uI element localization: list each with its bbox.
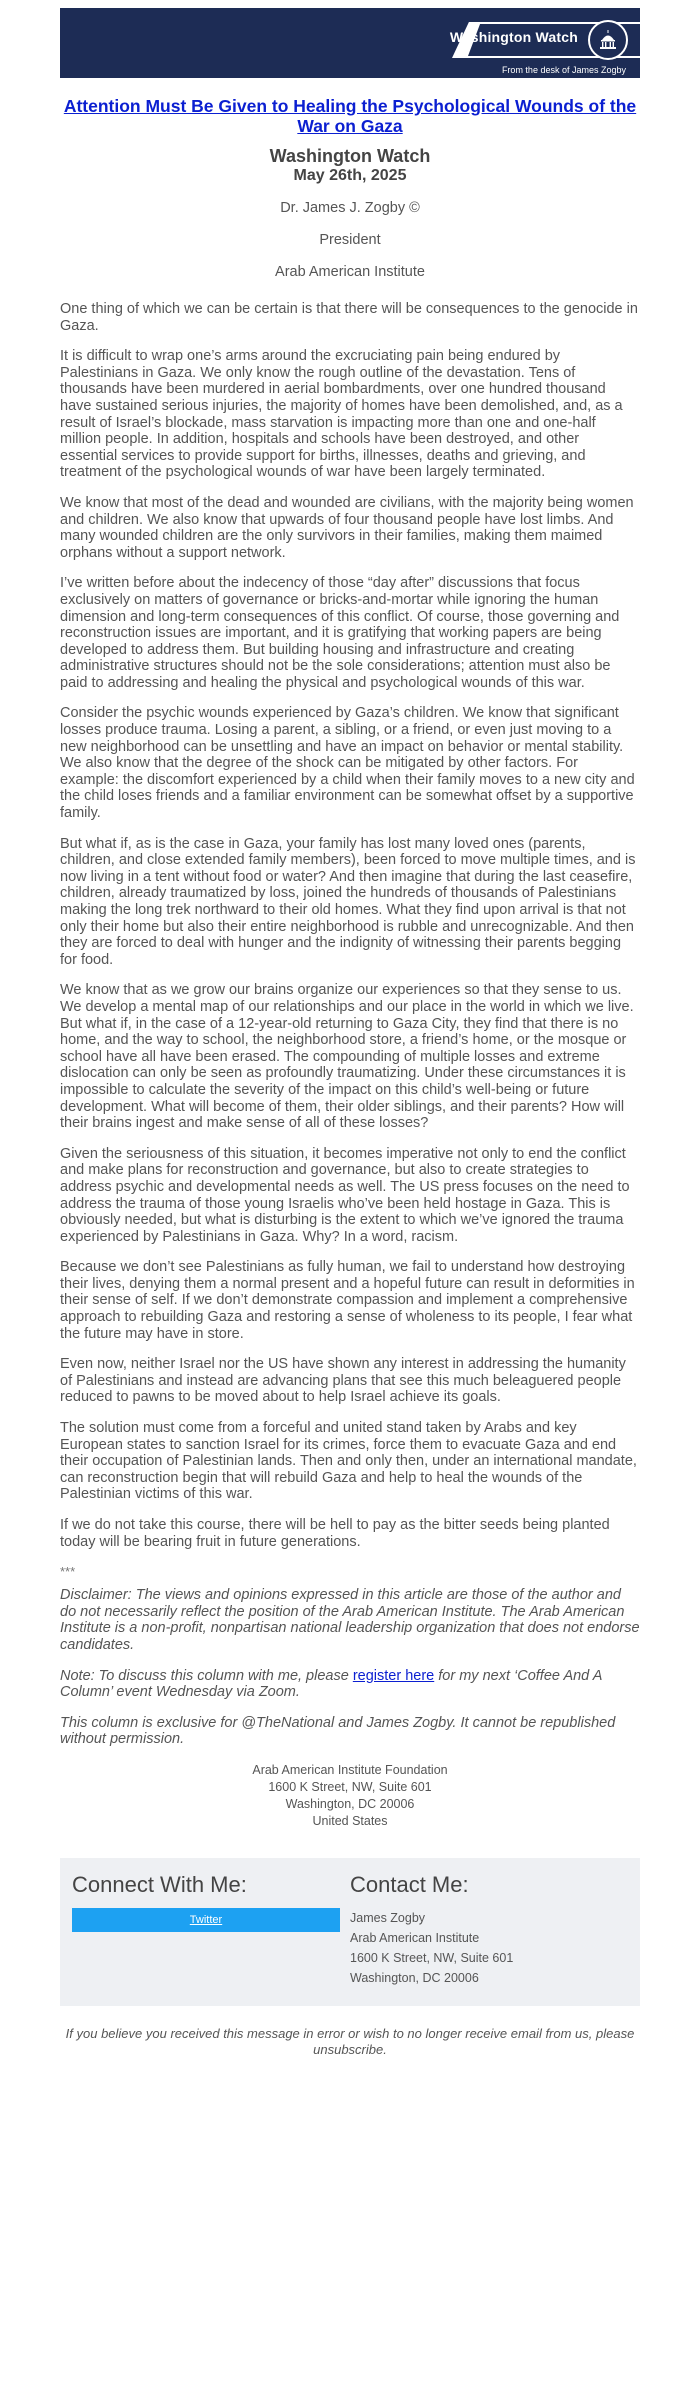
article-body <box>60 301 640 1550</box>
footer-panel <box>60 1858 640 2006</box>
contact-org: Arab American Institute <box>350 1930 480 1945</box>
header-banner <box>60 8 640 78</box>
unsubscribe-notice[interactable]: If you believe you received this message in error or wish to no longer receive email from us, please unsubscribe. <box>65 2025 635 2057</box>
contact-column <box>350 1872 628 1988</box>
article-paragraph: Consider the psychic wounds experienced by Gaza’s children. We know that significant losses produce trauma. Losing a parent, a sibling, or a friend, or even just moving to a new neighborhood can be unsettling and have an impact on behavior or mental stability. We also know that the degree of the shock can be mitigated by other factors. For example: the discomfort experienced by a child when their family moves to a new city and the child loses friends and a familiar environment can be somewhat offset by a supportive family. <box>60 705 635 822</box>
note-suffix: for my next ‘Coffee And A Column’ event Wednesday via Zoom. <box>60 1667 602 1701</box>
contact-name: James Zogby <box>350 1910 426 1925</box>
connect-title: Connect With Me: <box>72 1871 247 1897</box>
address-line: 1600 K Street, NW, Suite 601 <box>268 1779 432 1794</box>
article-paragraph: We know that as we grow our brains organize our experiences so that they sense to us. We develop a mental map of our relationships and our place in the world in which we live. But what if, in the case of a 12-year-old returning to Gaza City, they find that there is no home, and the way to school, the neighborhood store, a friend’s home, or the mosque or school have all have been erased. The compounding of multiple losses and extreme dislocation can only be seen as profoundly traumatizing. Under these circumstances it is impossible to calculate the severity of the impact on this child’s well-being or future development. What will become of them, their older siblings, and their parents? How will their brains ingest and make sense of all of these losses? <box>60 982 634 1132</box>
article-paragraph: Even now, neither Israel nor the US have shown any interest in addressing the humanity of Palestinians and instead are advancing plans that see this much beleaguered people reduced to pawns to be moved about to help Israel achieve its goals. <box>60 1356 626 1406</box>
address-line: Arab American Institute Foundation <box>252 1762 448 1777</box>
contact-city: Washington, DC 20006 <box>350 1970 479 1985</box>
article-paragraph: If we do not take this course, there will be hell to pay as the bitter seeds being planted today will be bearing fruit in future generations. <box>60 1517 610 1550</box>
section-separator: *** <box>60 1564 76 1580</box>
exclusive-notice: This column is exclusive for @TheNational and James Zogby. It cannot be republished without permission. <box>60 1714 616 1748</box>
contact-street: 1600 K Street, NW, Suite 601 <box>350 1950 514 1965</box>
article-paragraph: We know that most of the dead and wounded are civilians, with the majority being women and children. We also know that upwards of four thousand people have lost limbs. And many wounded children are the only survivors in their families, making them maimed orphans without a support network. <box>60 494 634 561</box>
article-title <box>60 96 640 136</box>
contact-title: Contact Me: <box>350 1871 469 1897</box>
connect-column <box>72 1872 350 1988</box>
article-paragraph: Given the seriousness of this situation, it becomes imperative not only to end the conflict and make plans for reconstruction and governance, but also to create strategies to address psychic and developmental needs as well. The US press focuses on the need to address the trauma of those young Israelis who’ve been held hostage in Gaza. This is obviously needed, but what is disturbing is the extent to which we’ve ignored the trauma experienced by Palestinians in Gaza. Why? In a word, racism. <box>60 1145 630 1245</box>
disclaimer: Disclaimer: The views and opinions expressed in this article are those of the author and do not necessarily reflect the position of the Arab American Institute. The Arab American Institute is a non-profit, nonpartisan national leadership organization that does not endorse candidates. <box>60 1587 640 1653</box>
note-prefix: Note: To discuss this column with me, please <box>60 1667 353 1684</box>
address-line: United States <box>312 1813 388 1828</box>
mailing-address <box>60 1762 640 1830</box>
capitol-icon <box>588 20 628 60</box>
publication-name: Washington Watch <box>269 146 431 166</box>
coffee-note <box>60 1668 640 1701</box>
author-name: Dr. James J. Zogby © <box>280 200 420 216</box>
article-paragraph: It is difficult to wrap one’s arms around the excruciating pain being endured by Palestinians in Gaza. We only know the rough outline of the devastation. Tens of thousands have been murdered in aerial bombardments, over one hundred thousand have sustained serious injuries, the majority of homes have been demolished, and, as a result of Israel’s blockade, mass starvation is impacting more than one and one-half million people. In addition, hospitals and schools have been destroyed, and other essential services to provide support for births, illnesses, deaths and grieving, and treatment of the psychological wounds of war have been largely terminated. <box>60 348 623 481</box>
author-role: President <box>319 232 381 248</box>
twitter-button[interactable]: Twitter <box>72 1908 340 1932</box>
article-paragraph: I’ve written before about the indecency of those “day after” discussions that focus exclusively on matters of governance or bricks-and-mortar while ignoring the human dimension and long-term consequences of this conflict. Of course, those governing and reconstruction issues are important, and it is gratifying that working papers are being developed to address them. But building housing and infrastructure and creating administrative structures should not be the sole considerations; attention must also be paid to addressing and healing the physical and psychological wounds of this war. <box>60 575 620 691</box>
brand-name: Washington Watch <box>449 29 578 45</box>
article-notes <box>60 1587 640 1748</box>
register-link[interactable]: register here <box>352 1667 435 1684</box>
article-title-link[interactable]: Attention Must Be Given to Healing the Psychological Wounds of the War on Gaza <box>63 96 637 136</box>
author-org: Arab American Institute <box>275 264 425 280</box>
publication-date: May 26th, 2025 <box>293 167 407 184</box>
article-paragraph: The solution must come from a forceful and united stand taken by Arabs and key European states to sanction Israel for its crimes, force them to evacuate Gaza and end their occupation of Palestinian lands. Then and only then, under an international mandate, can reconstruction begin that will rebuild Gaza and help to heal the wounds of the Palestinian victims of this war. <box>60 1420 637 1503</box>
article-paragraph: Because we don’t see Palestinians as fully human, we fail to understand how destroying their lives, denying them a normal present and a hopeful future can result in deformities in their sense of self. If we don’t demonstrate compassion and implement a comprehensive approach to rebuilding Gaza and restoring a sense of wholeness to its people, I fear what the future may have in store. <box>60 1259 635 1342</box>
article-paragraph: One thing of which we can be certain is that there will be consequences to the genocide in Gaza. <box>60 301 638 334</box>
article-paragraph: But what if, as is the case in Gaza, your family has lost many loved ones (parents, children, and close extended family members), been forced to move multiple times, and is now living in a tent without food or water? And then imagine that during the last ceasefire, children, already traumatized by loss, joined the hundreds of thousands of Palestinians making the long trek northward to their old homes. What they find upon arrival is that not only their home but also their entire neighborhood is rubble and unrecognizable. And then they are forced to deal with hunger and the indignity of witnessing their parents begging for food. <box>60 835 636 968</box>
address-line: Washington, DC 20006 <box>285 1796 415 1811</box>
brand-tagline: From the desk of James Zogby <box>501 65 626 75</box>
